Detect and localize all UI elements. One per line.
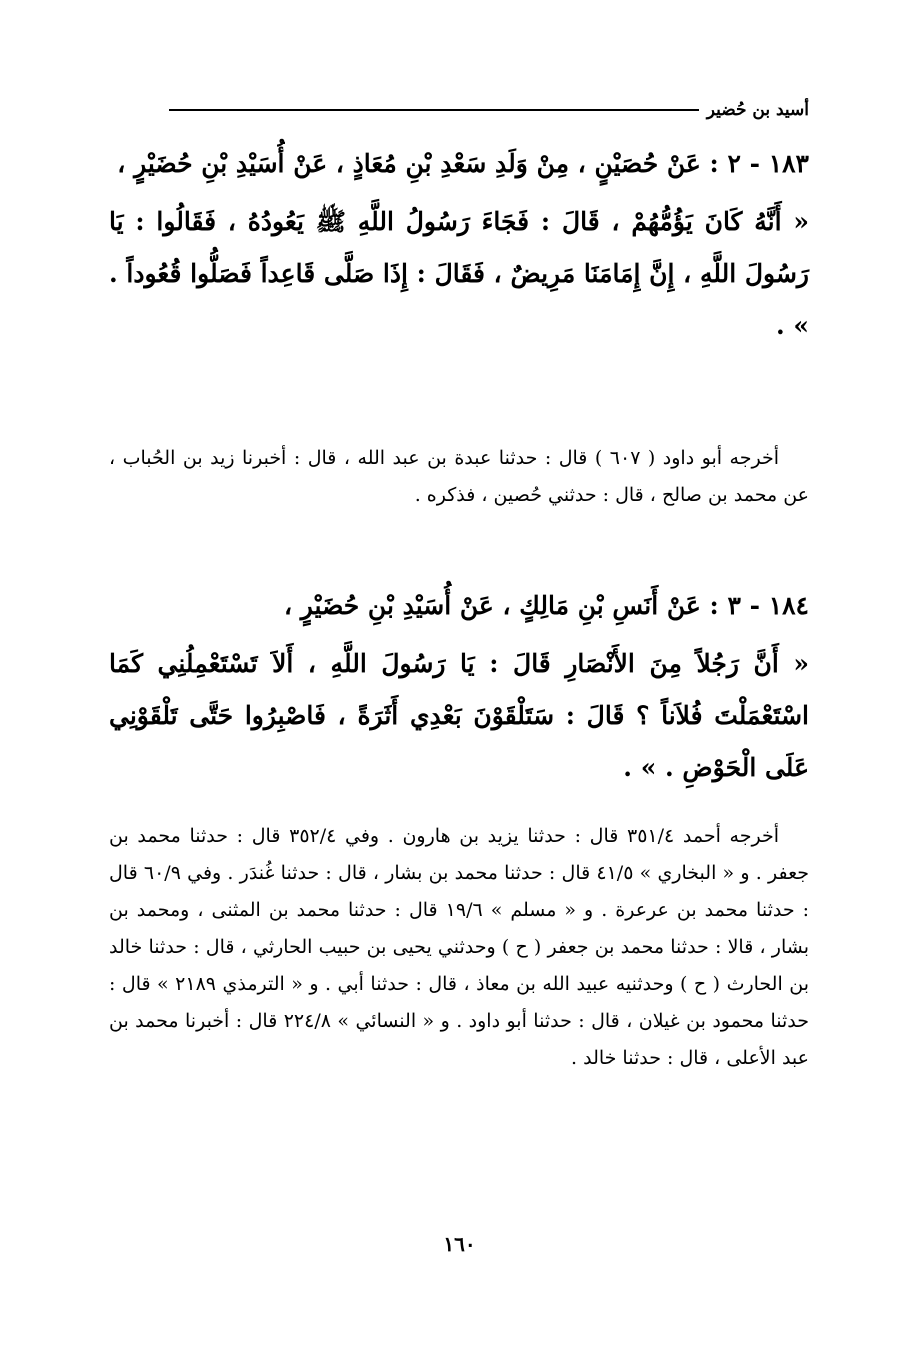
hadith-183 [109, 138, 809, 352]
header-rule [169, 109, 699, 111]
hadith-matn: « أَنَّهُ كَانَ يَؤُمُّهُمْ ، قَالَ : فَجَاءَ رَسُولُ اللَّهِ ﷺ يَعُودُهُ ، فَقَالُوا : يَا رَسُولَ اللَّهِ ، إِنَّ إِمَامَنَا مَرِيضٌ ، فَقَالَ : إِذَا صَلَّى قَاعِداً فَصَلُّوا قُعُوداً . » . [109, 207, 809, 340]
takhrij-184 [109, 818, 809, 1077]
hadith-184 [109, 580, 809, 794]
hadith-isnad: ١٨٣ - ٢ : عَنْ حُصَيْنٍ ، مِنْ وَلَدِ سَعْدِ بْنِ مُعَاذٍ ، عَنْ أُسَيْدِ بْنِ حُضَيْرٍ ، [117, 149, 809, 178]
takhrij-183 [109, 440, 809, 514]
takhrij-text: أخرجه أحمد ٣٥١/٤ قال : حدثنا يزيد بن هارون . وفي ٣٥٢/٤ قال : حدثنا محمد بن جعفر . و « البخاري » ٤١/٥ قال : حدثنا محمد بن بشار ، قال : حدثنا غُندَر . وفي ٦٠/٩ قال : حدثنا محمد بن عرعرة . و « مسلم » ١٩/٦ قال : حدثنا محمد بن المثنى ، ومحمد بن بشار ، قالا : حدثنا محمد بن جعفر ( ح ) وحدثني يحيى بن حبيب الحارثي ، قال : حدثنا خالد بن الحارث ( ح ) وحدثنيه عبيد الله بن معاذ ، قال : حدثنا أبي . و « الترمذي ٢١٨٩ » قال : حدثنا محمود بن غيلان ، قال : حدثنا أبو داود . و « النسائي » ٢٢٤/٨ قال : أخبرنا محمد بن عبد الأعلى ، قال : حدثنا خالد . [109, 825, 809, 1069]
takhrij-text: أخرجه أبو داود ( ٦٠٧ ) قال : حدثنا عبدة بن عبد الله ، قال : أخبرنا زيد بن الحُباب ، عن محمد بن صالح ، قال : حدثني حُصين ، فذكره . [109, 447, 809, 506]
running-header [169, 94, 809, 126]
hadith-matn: « أَنَّ رَجُلاً مِنَ الأَنْصَارِ قَالَ : يَا رَسُولَ اللَّهِ ، أَلاَ تَسْتَعْمِلُنِي كَمَا اسْتَعْمَلْتَ فُلاَناً ؟ قَالَ : سَتَلْقَوْنَ بَعْدِي أَثَرَةً ، فَاصْبِرُوا حَتَّى تَلْقَوْنِي عَلَى الْحَوْضِ . » . [109, 649, 809, 782]
hadith-isnad: ١٨٤ - ٣ : عَنْ أَنَسِ بْنِ مَالِكٍ ، عَنْ أُسَيْدِ بْنِ حُضَيْرٍ ، [283, 591, 809, 620]
running-title: أسيد بن حُضير [706, 100, 809, 120]
page-number: ١٦٠ [443, 1232, 476, 1256]
